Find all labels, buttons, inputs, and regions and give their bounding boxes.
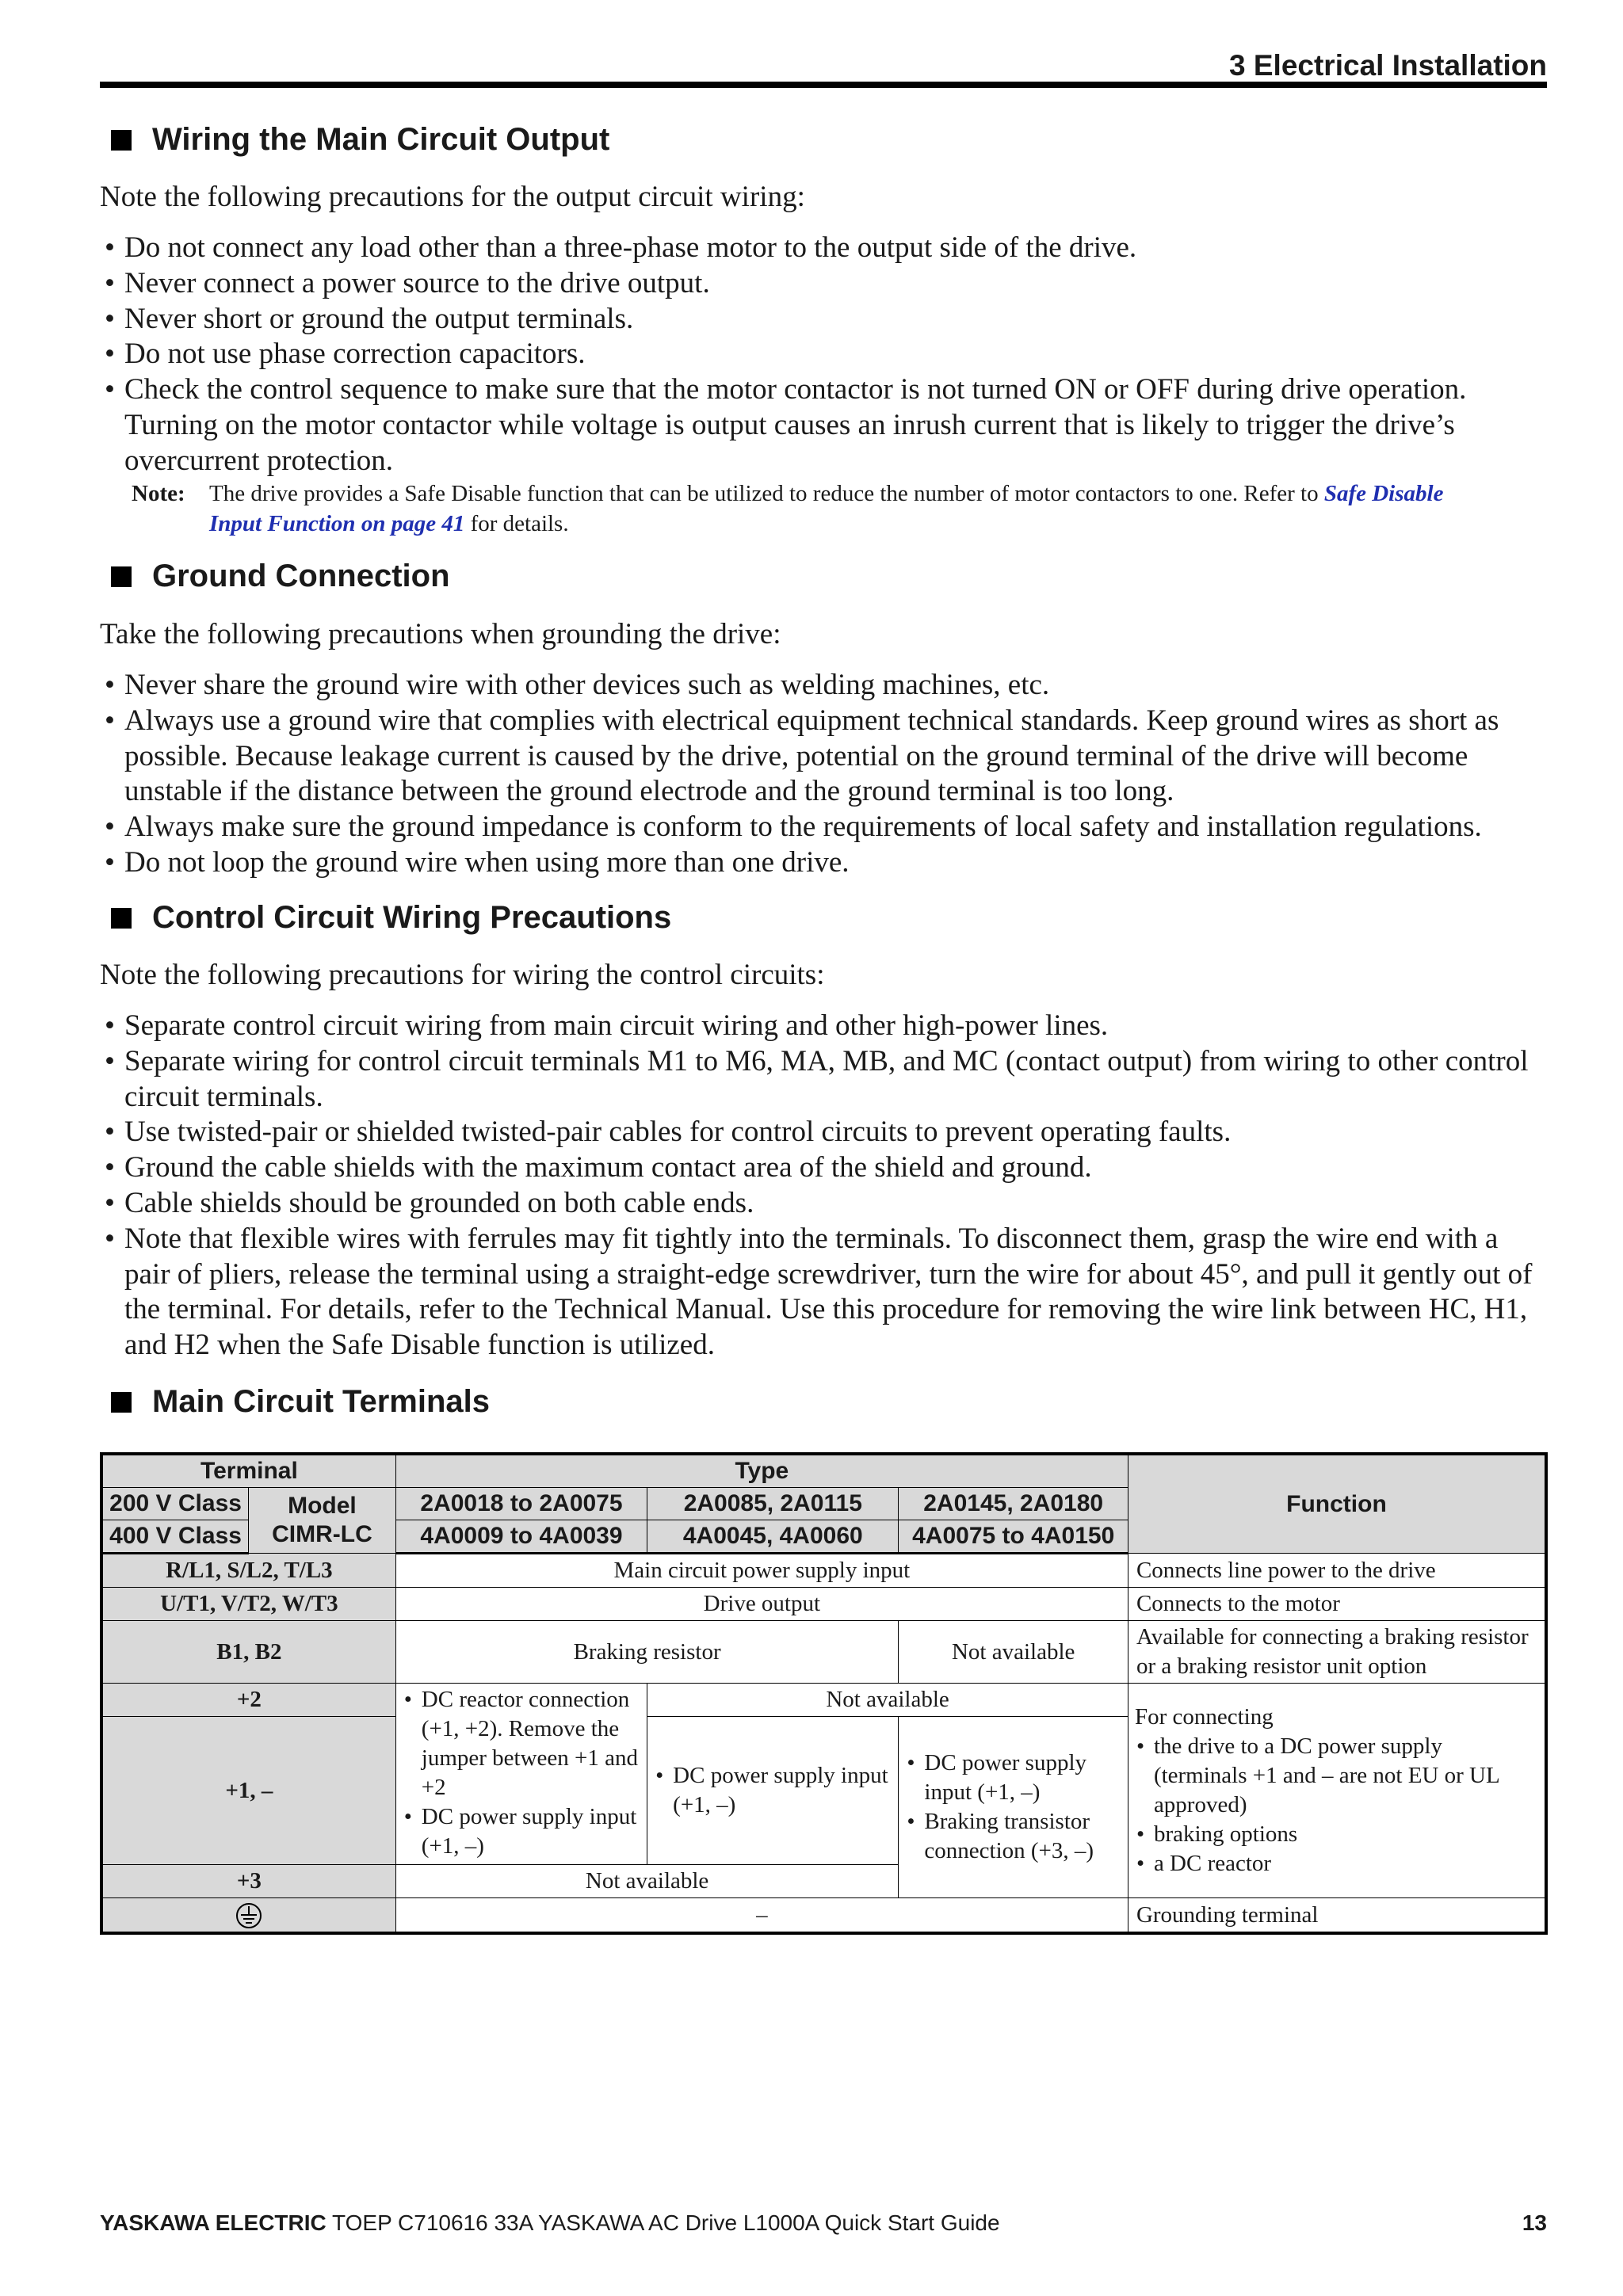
page-number: 13 [1522, 2210, 1547, 2235]
list-item: • Note that flexible wires with ferrules may fit tightly into the terminals. To disconnect them, grasp the wire end with a pair of pliers, release the terminal using a straight-edge screwdriver, turn the wire for about 45°, and pull it gently out of the terminal. For details, refer to the Technical Manual. Use this procedure for removing the wire link between HC, H1, and H2 when the Safe Disable function is utilized. [100, 1222, 1550, 1363]
cross-reference-link[interactable]: Safe Disable Input Function on page 41 [209, 481, 1444, 536]
list-item: • a DC reactor [1135, 1849, 1537, 1878]
type-cell: Drive output [395, 1588, 1128, 1621]
type-cell: Not available [899, 1621, 1128, 1684]
type-cell [647, 1717, 899, 1865]
terminal-cell: +1, – [101, 1717, 395, 1865]
footer-brand: YASKAWA ELECTRIC [100, 2210, 327, 2235]
section-heading-control [111, 900, 671, 936]
terminal-cell: B1, B2 [101, 1621, 395, 1684]
header-model: Model CIMR-LC [249, 1488, 396, 1554]
function-cell: Connects line power to the drive [1128, 1554, 1546, 1588]
model-200-group-1: 2A0018 to 2A0075 [395, 1488, 647, 1520]
list-item: • DC power supply input (+1, –) [654, 1761, 890, 1820]
note-label: Note: [132, 481, 185, 506]
list-item: • Always use a ground wire that complies with electrical equipment technical standards. Keep ground wires as short as possible. Because leakage current is caused by the drive, potential on the ground terminal of the drive will become unstable if the distance between the ground electrode and the ground terminal is too long. [100, 704, 1550, 810]
section-intro: Take the following precautions when grounding the drive: [100, 618, 781, 650]
list-item: • Do not use phase correction capacitors. [100, 337, 1550, 372]
page-header-title: 3 Electrical Installation [1229, 49, 1547, 82]
table-header-row [101, 1454, 1546, 1488]
terminal-cell: +3 [101, 1865, 395, 1898]
section-heading-ground [111, 559, 450, 594]
footer-doc-title: TOEP C710616 33A YASKAWA AC Drive L1000A Quick Start Guide [332, 2210, 1000, 2235]
model-200-group-2: 2A0085, 2A0115 [647, 1488, 899, 1520]
function-cell: Available for connecting a braking resistor or a braking resistor unit option [1128, 1621, 1546, 1684]
type-cell: Braking resistor [395, 1621, 899, 1684]
section-heading-text: Ground Connection [152, 559, 450, 593]
model-400-group-1: 4A0009 to 4A0039 [395, 1520, 647, 1554]
type-cell: – [395, 1898, 1128, 1934]
protective-earth-icon [235, 1901, 263, 1930]
header-type: Type [395, 1454, 1128, 1488]
model-400-group-3: 4A0075 to 4A0150 [899, 1520, 1128, 1554]
header-400v-class: 400 V Class [101, 1520, 249, 1554]
square-bullet-icon [111, 908, 132, 929]
function-cell [1128, 1684, 1546, 1898]
section-heading-text: Main Circuit Terminals [152, 1384, 491, 1419]
list-item: • Separate wiring for control circuit terminals M1 to M6, MA, MB, and MC (contact output) from wiring to other control circuit terminals. [100, 1044, 1550, 1116]
terminal-cell: U/T1, V/T2, W/T3 [101, 1588, 395, 1621]
bullet-list-control [100, 1009, 1550, 1363]
section-heading-text: Control Circuit Wiring Precautions [152, 900, 672, 935]
type-cell [899, 1717, 1128, 1898]
header-function: Function [1128, 1454, 1546, 1554]
section-intro: Note the following precautions for wiring the control circuits: [100, 959, 825, 991]
bullet-list-output [100, 231, 1550, 479]
section-heading-text: Wiring the Main Circuit Output [152, 122, 610, 157]
section-heading-output [111, 122, 609, 158]
section-intro: Note the following precautions for the output circuit wiring: [100, 181, 805, 213]
type-cell: Not available [395, 1865, 899, 1898]
type-cell: Not available [647, 1684, 1128, 1717]
list-item: • DC reactor connection (+1, +2). Remove the jumper between +1 and +2 [403, 1685, 639, 1802]
square-bullet-icon [111, 130, 132, 151]
square-bullet-icon [111, 1392, 132, 1413]
list-item: • Do not connect any load other than a three-phase motor to the output side of the drive. [100, 231, 1550, 266]
bullet-list-ground [100, 668, 1550, 881]
section-heading-terminals [111, 1384, 490, 1420]
type-cell: Main circuit power supply input [395, 1554, 1128, 1588]
list-item: • Do not loop the ground wire when using more than one drive. [100, 845, 1550, 881]
list-item: • Always make sure the ground impedance is conform to the requirements of local safety and installation regulations. [100, 810, 1550, 845]
list-item: • the drive to a DC power supply (terminals +1 and – are not EU or UL approved) [1135, 1732, 1537, 1820]
list-item: • DC power supply input (+1, –) [905, 1749, 1120, 1807]
list-item: • Use twisted-pair or shielded twisted-pair cables for control circuits to prevent operating faults. [100, 1115, 1550, 1150]
note-block [132, 479, 1479, 539]
square-bullet-icon [111, 566, 132, 587]
table-row [101, 1898, 1546, 1934]
list-item: • Never share the ground wire with other devices such as welding machines, etc. [100, 668, 1550, 704]
terminal-cell: R/L1, S/L2, T/L3 [101, 1554, 395, 1588]
model-400-group-2: 4A0045, 4A0060 [647, 1520, 899, 1554]
function-lead: For connecting [1134, 1704, 1274, 1730]
list-item: • Check the control sequence to make sure that the motor contactor is not turned ON or OFF during drive operation. Turning on the motor contactor while voltage is output causes an inrush current that is likely to trigger the drive’s overcurrent protection. [100, 372, 1550, 479]
table-row [101, 1684, 1546, 1717]
note-text: The drive provides a Safe Disable function that can be utilized to reduce the number of motor contactors to one. Refer to [209, 481, 1319, 506]
type-cell [395, 1684, 647, 1865]
terminal-cell [101, 1898, 395, 1934]
function-cell: Grounding terminal [1128, 1898, 1546, 1934]
list-item: • Braking transistor connection (+3, –) [905, 1807, 1120, 1866]
list-item: • Cable shields should be grounded on both cable ends. [100, 1186, 1550, 1222]
list-item: • DC power supply input (+1, –) [403, 1802, 639, 1861]
header-rule [100, 82, 1547, 88]
table-row [101, 1621, 1546, 1684]
model-200-group-3: 2A0145, 2A0180 [899, 1488, 1128, 1520]
table-row [101, 1588, 1546, 1621]
function-cell: Connects to the motor [1128, 1588, 1546, 1621]
list-item: • braking options [1135, 1820, 1537, 1849]
table-row [101, 1554, 1546, 1588]
list-item: • Never short or ground the output terminals. [100, 302, 1550, 338]
footer-document-info [100, 2210, 1000, 2236]
terminal-cell: +2 [101, 1684, 395, 1717]
note-tail: for details. [470, 511, 569, 536]
header-terminal: Terminal [101, 1454, 395, 1488]
header-200v-class: 200 V Class [101, 1488, 249, 1520]
list-item: • Separate control circuit wiring from main circuit wiring and other high-power lines. [100, 1009, 1550, 1044]
list-item: • Ground the cable shields with the maximum contact area of the shield and ground. [100, 1150, 1550, 1186]
list-item: • Never connect a power source to the drive output. [100, 266, 1550, 302]
main-circuit-terminals-table [100, 1452, 1548, 1935]
